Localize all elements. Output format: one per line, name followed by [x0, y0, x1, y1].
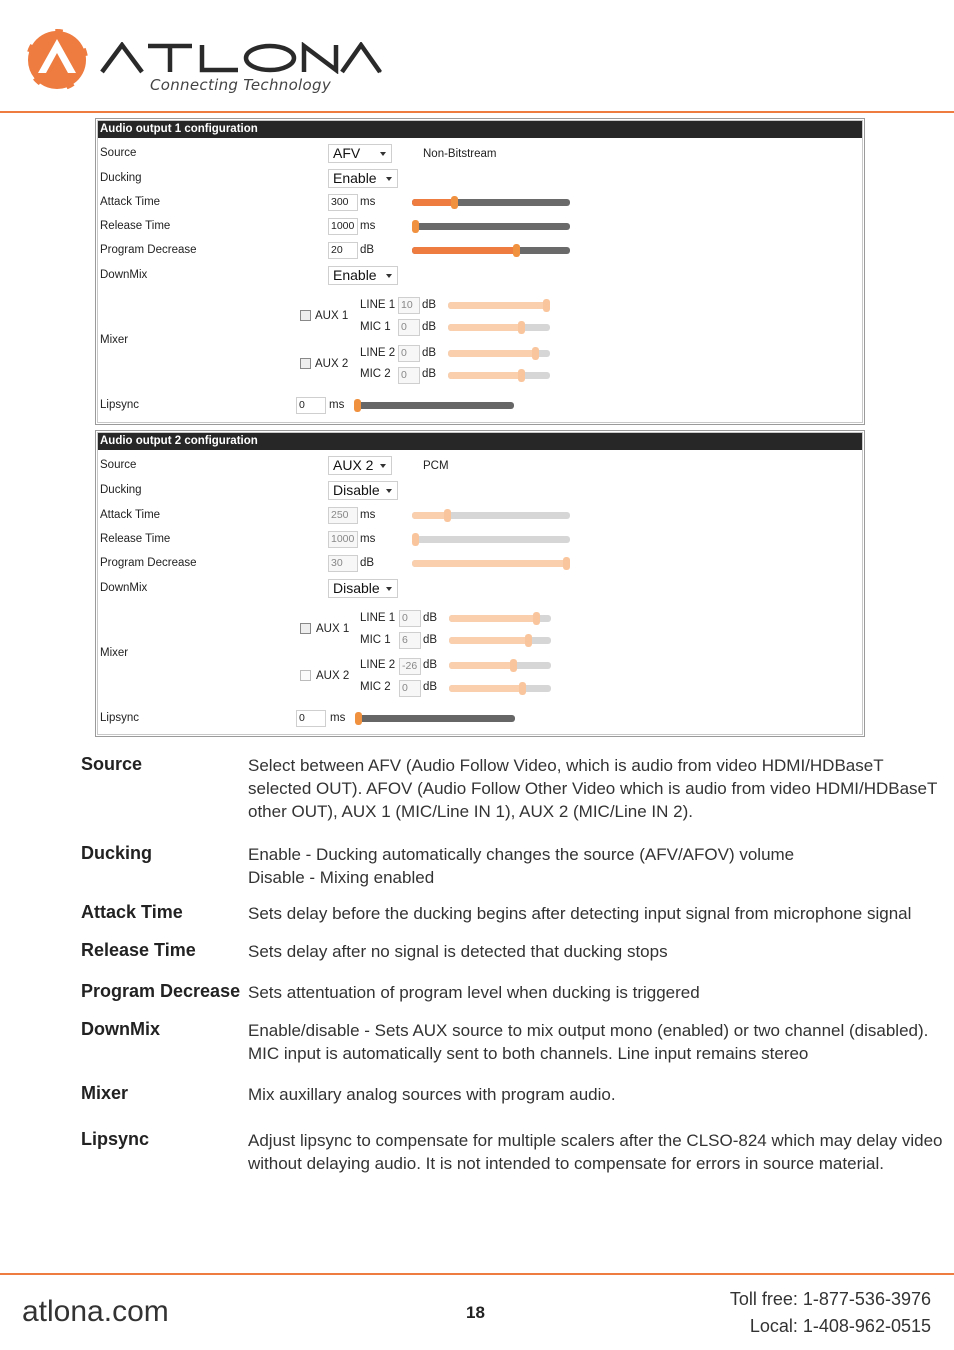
definition-attack-time: Sets delay before the ducking begins after detecting input signal from microphone signal [248, 904, 912, 923]
source-format-note: PCM [423, 460, 449, 472]
lipsync-slider[interactable] [354, 402, 514, 409]
program-decrease-label: Program Decrease [100, 244, 197, 256]
term-ducking: Ducking [81, 843, 153, 863]
chevron-down-icon [386, 587, 392, 591]
program-decrease-unit: dB [360, 244, 375, 256]
aux2-label: AUX 2 [315, 358, 349, 370]
term-lipsync: Lipsync [81, 1129, 150, 1149]
attack-time-input[interactable]: 250 [328, 507, 358, 524]
line2-slider[interactable] [448, 350, 550, 357]
aux1-label: AUX 1 [316, 623, 350, 635]
slider-thumb[interactable] [533, 612, 540, 625]
lipsync-label: Lipsync [100, 399, 139, 411]
mic2-unit: dB [422, 368, 437, 380]
program-decrease-input[interactable]: 30 [328, 555, 358, 572]
ducking-label: Ducking [100, 484, 142, 496]
source-select[interactable]: AFV [328, 144, 392, 163]
chevron-down-icon [386, 177, 392, 181]
atlona-wordmark [100, 42, 382, 74]
lipsync-input[interactable]: 0 [296, 397, 326, 414]
definition-program-decrease: Sets attentuation of program level when ducking is triggered [248, 983, 700, 1002]
mic2-label: MIC 2 [360, 681, 391, 693]
slider-thumb[interactable] [513, 244, 520, 257]
term-attack-time: Attack Time [81, 902, 183, 922]
slider-thumb[interactable] [532, 347, 539, 360]
release-time-input[interactable]: 1000 [328, 531, 358, 548]
mic1-input[interactable]: 6 [399, 632, 421, 649]
line1-label: LINE 1 [360, 299, 396, 311]
downmix-label: DownMix [100, 269, 148, 281]
ducking-select[interactable]: Disable [328, 481, 398, 500]
lipsync-input[interactable]: 0 [296, 710, 326, 727]
lipsync-label: Lipsync [100, 712, 139, 724]
page-number: 18 [466, 1303, 485, 1322]
downmix-select[interactable]: Enable [328, 266, 398, 285]
local-number: Local: 1-408-962-0515 [749, 1316, 931, 1336]
ducking-label: Ducking [100, 172, 142, 184]
attack-time-input[interactable]: 300 [328, 194, 358, 211]
lipsync-slider[interactable] [355, 715, 515, 722]
mic1-slider[interactable] [449, 637, 551, 644]
slider-thumb[interactable] [451, 196, 458, 209]
slider-thumb[interactable] [518, 321, 525, 334]
slider-thumb[interactable] [518, 369, 525, 382]
line2-slider[interactable] [449, 662, 551, 669]
attack-time-label: Attack Time [100, 196, 161, 208]
aux2-checkbox[interactable] [300, 358, 311, 369]
source-label: Source [100, 147, 137, 159]
attack-time-slider[interactable] [412, 199, 570, 206]
mic1-input[interactable]: 0 [398, 319, 420, 336]
line1-unit: dB [423, 612, 438, 624]
slider-thumb[interactable] [519, 682, 526, 695]
mic1-label: MIC 1 [360, 634, 391, 646]
slider-thumb[interactable] [354, 399, 361, 412]
aux1-checkbox[interactable] [300, 310, 311, 321]
program-decrease-unit: dB [360, 557, 375, 569]
slider-thumb[interactable] [510, 659, 517, 672]
toll-free-number: Toll free: 1-877-536-3976 [729, 1289, 931, 1309]
release-time-input[interactable]: 1000 [328, 218, 358, 235]
source-select[interactable]: AUX 2 [328, 456, 392, 475]
release-time-unit: ms [360, 533, 376, 545]
source-format-note: Non-Bitstream [423, 148, 497, 160]
mic2-input[interactable]: 0 [398, 367, 420, 384]
mic2-slider[interactable] [448, 372, 550, 379]
release-time-slider[interactable] [412, 536, 570, 543]
line2-input[interactable]: 0 [398, 345, 420, 362]
line2-unit: dB [423, 659, 438, 671]
mic2-unit: dB [423, 681, 438, 693]
source-label: Source [100, 459, 137, 471]
chevron-down-icon [386, 489, 392, 493]
slider-thumb[interactable] [543, 299, 550, 312]
release-time-label: Release Time [100, 533, 171, 545]
term-release-time: Release Time [81, 940, 196, 960]
slider-thumb[interactable] [412, 533, 419, 546]
attack-time-slider[interactable] [412, 512, 570, 519]
chevron-down-icon [386, 274, 392, 278]
mixer-label: Mixer [100, 334, 129, 346]
aux1-checkbox[interactable] [300, 623, 311, 634]
definition-downmix: Enable/disable - Sets AUX source to mix output mono (enabled) or two channel (disabled). MIC input is automatically sent to both channels. Line input remains stereo [248, 1021, 929, 1063]
attack-time-unit: ms [360, 196, 376, 208]
line1-label: LINE 1 [360, 612, 396, 624]
aux1-label: AUX 1 [315, 310, 349, 322]
term-downmix: DownMix [81, 1019, 160, 1039]
slider-thumb[interactable] [412, 220, 419, 233]
downmix-select[interactable]: Disable [328, 579, 398, 598]
chevron-down-icon [380, 152, 386, 156]
attack-time-unit: ms [360, 509, 376, 521]
line1-input[interactable]: 10 [398, 297, 420, 314]
program-decrease-label: Program Decrease [100, 557, 197, 569]
atlona-logo-icon [24, 27, 90, 93]
audio-output-1-panel [95, 118, 865, 425]
line2-label: LINE 2 [360, 347, 396, 359]
line2-input[interactable]: -26 [399, 658, 421, 675]
definition-release-time: Sets delay after no signal is detected that ducking stops [248, 942, 668, 961]
mic1-label: MIC 1 [360, 321, 391, 333]
line1-unit: dB [422, 299, 437, 311]
slider-thumb[interactable] [444, 509, 451, 522]
term-source: Source [81, 754, 143, 774]
mic1-unit: dB [423, 634, 438, 646]
chevron-down-icon [380, 464, 386, 468]
audio-output-2-panel [95, 430, 865, 737]
program-decrease-slider[interactable] [412, 247, 570, 254]
release-time-slider[interactable] [412, 223, 570, 230]
ducking-select[interactable]: Enable [328, 169, 398, 188]
aux2-label: AUX 2 [316, 670, 350, 682]
line2-unit: dB [422, 347, 437, 359]
definition-ducking: Enable - Ducking automatically changes the source (AFV/AFOV) volume Disable - Mixing enabled [248, 845, 795, 887]
downmix-label: DownMix [100, 582, 148, 594]
slider-thumb[interactable] [563, 557, 570, 570]
line2-label: LINE 2 [360, 659, 396, 671]
attack-time-label: Attack Time [100, 509, 161, 521]
slider-thumb[interactable] [525, 634, 532, 647]
line1-slider[interactable] [448, 302, 550, 309]
mic2-label: MIC 2 [360, 368, 391, 380]
website-link[interactable]: atlona.com [22, 1295, 169, 1328]
mic2-input[interactable]: 0 [399, 680, 421, 697]
term-mixer: Mixer [81, 1083, 129, 1103]
line1-slider[interactable] [449, 615, 551, 622]
definition-source: Select between AFV (Audio Follow Video, which is audio from video HDMI/HDBaseT selected OUT). AFOV (Audio Follow Other Video which is audio from video HDMI/HDBaseT other OUT), AUX 1 (MIC/Line IN 1), AUX 2 (MIC/Line IN 2). [248, 756, 938, 821]
aux2-checkbox[interactable] [300, 670, 311, 681]
slider-thumb[interactable] [355, 712, 362, 725]
program-decrease-slider[interactable] [412, 560, 570, 567]
lipsync-unit: ms [330, 712, 346, 724]
lipsync-unit: ms [329, 399, 345, 411]
term-program-decrease: Program Decrease [81, 981, 241, 1001]
mic2-slider[interactable] [449, 685, 551, 692]
program-decrease-input[interactable]: 20 [328, 242, 358, 259]
panel-title: Audio output 1 configuration [98, 121, 862, 138]
brand-tagline: Connecting Technology [150, 76, 332, 94]
definition-lipsync: Adjust lipsync to compensate for multiple scalers after the CLSO-824 which may delay video without delaying audio. It is not intended to compensate for errors in source material. [248, 1131, 943, 1173]
definition-mixer: Mix auxillary analog sources with program audio. [248, 1085, 616, 1104]
panel-title: Audio output 2 configuration [98, 433, 862, 450]
release-time-label: Release Time [100, 220, 171, 232]
line1-input[interactable]: 0 [399, 610, 421, 627]
header-rule [0, 111, 954, 113]
mic1-unit: dB [422, 321, 437, 333]
release-time-unit: ms [360, 220, 376, 232]
mic1-slider[interactable] [448, 324, 550, 331]
mixer-label: Mixer [100, 647, 129, 659]
footer-rule [0, 1273, 954, 1275]
